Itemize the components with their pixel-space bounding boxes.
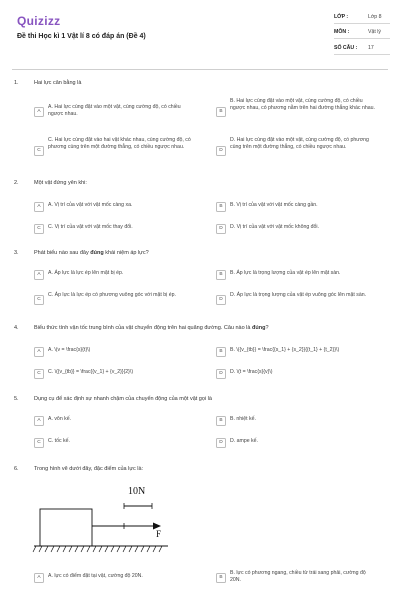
force-diagram-svg bbox=[32, 480, 172, 560]
worksheet-title: Đề thi Học kì 1 Vật lí 8 có đáp án (Đề 4) bbox=[17, 33, 146, 40]
option-text: A. vôn kế. bbox=[48, 416, 72, 422]
option-letter-box: B bbox=[216, 573, 226, 583]
worksheet-header bbox=[0, 0, 400, 70]
option-text: B. Hai lực cùng đặt vào một vật, cùng cường độ, có chiều ngược nhau, có phương nằm trên hai đường thẳng khác nhau. bbox=[230, 98, 375, 112]
meta-subject-key: MÔN : bbox=[334, 29, 350, 35]
quizizz-logo: Quizizz bbox=[17, 14, 61, 28]
option-letter-box: B bbox=[216, 416, 226, 426]
option-text: C. Vị trí của vật với vật mốc thay đổi. bbox=[48, 224, 133, 230]
option-text: B. nhiệt kế. bbox=[230, 416, 256, 422]
question-text bbox=[34, 325, 374, 331]
meta-divider bbox=[334, 23, 390, 24]
option-text: C. Áp lực là lực ép có phương vuông góc với mặt bị ép. bbox=[48, 292, 176, 298]
question-text-part: ? bbox=[265, 325, 269, 331]
question-number: 6. bbox=[14, 466, 19, 472]
option-text: A. Vị trí của vật với vật mốc càng xa. bbox=[48, 202, 133, 208]
option-letter-box: A bbox=[34, 107, 44, 117]
question-number: 2. bbox=[14, 180, 19, 186]
header-divider bbox=[12, 69, 388, 70]
option-text: A. lực có điểm đặt tại vật, cường độ 20N. bbox=[48, 573, 143, 579]
question-text bbox=[34, 250, 374, 256]
option-letter-box: B bbox=[216, 107, 226, 117]
option-letter-box: A bbox=[34, 573, 44, 583]
question-number: 4. bbox=[14, 325, 19, 331]
question-text-part: Biểu thức tính vận tốc trung bình của vật chuyển động trên hai quãng đường. Câu nào là bbox=[34, 325, 252, 331]
option-letter-box: D bbox=[216, 224, 226, 234]
option-text: B. Áp lực là trọng lượng của vật ép lên mặt sàn. bbox=[230, 270, 341, 276]
question-text: Dụng cụ để xác định sự nhanh chậm của chuyển động của một vật gọi là bbox=[34, 396, 212, 402]
question-text-part: khái niệm áp lực? bbox=[103, 250, 149, 256]
option-text: C. tốc kế. bbox=[48, 438, 70, 444]
meta-divider bbox=[334, 38, 390, 39]
question-number: 5. bbox=[14, 396, 19, 402]
option-letter-box: B bbox=[216, 202, 226, 212]
meta-subject-value: Vật lý bbox=[368, 29, 381, 35]
option-letter-box: D bbox=[216, 369, 226, 379]
question-text: Hai lực cân bằng là bbox=[34, 80, 82, 86]
meta-count-value: 17 bbox=[368, 45, 374, 51]
option-text: D. ampe kế. bbox=[230, 438, 258, 444]
option-letter-box: D bbox=[216, 438, 226, 448]
ground-hatching bbox=[33, 546, 162, 552]
option-text: A. Hai lực cùng đặt vào một vật, cùng cường độ, có chiều ngược nhau. bbox=[48, 104, 181, 118]
option-letter-box: B bbox=[216, 270, 226, 280]
meta-class-value: Lớp 8 bbox=[368, 14, 382, 20]
meta-count-key: SỐ CÂU : bbox=[334, 45, 358, 51]
option-letter-box: D bbox=[216, 146, 226, 156]
option-text: D. Áp lực là trọng lượng của vật ép vuông góc lên mặt sàn. bbox=[230, 292, 367, 298]
option-text: C. \({v_{tb}} = \frac{{v_1} + {v_2}}{2}\) bbox=[48, 369, 134, 375]
option-text: A. \(v = \frac{s}{t}\) bbox=[48, 347, 91, 353]
force-magnitude-label: 10N bbox=[128, 486, 146, 497]
question-number: 1. bbox=[14, 80, 19, 86]
option-letter-box: C bbox=[34, 438, 44, 448]
question-text: Trong hình vẽ dưới đây, đặc điểm của lực là: bbox=[34, 466, 144, 472]
option-text: C. Hai lực cùng đặt vào hai vật khác nhau, cùng cường độ, có phương cùng trên một đường thẳng, có chiều ngược nhau. bbox=[48, 137, 191, 151]
meta-class-key: LỚP : bbox=[334, 14, 349, 20]
option-letter-box: A bbox=[34, 202, 44, 212]
option-text: D. \(t = \frac{s}{v}\) bbox=[230, 369, 273, 375]
option-text: D. Hai lực cùng đặt vào một vật, cùng cường độ, có phương cùng trên một đường thẳng, có chiều ngược nhau. bbox=[230, 137, 369, 151]
option-letter-box: C bbox=[34, 369, 44, 379]
question-number: 3. bbox=[14, 250, 19, 256]
option-text: A. Áp lực là lực ép lên mặt bị ép. bbox=[48, 270, 124, 276]
force-vector-label: F bbox=[156, 529, 162, 539]
force-diagram bbox=[32, 480, 172, 560]
option-letter-box: A bbox=[34, 416, 44, 426]
option-letter-box: C bbox=[34, 224, 44, 234]
option-letter-box: C bbox=[34, 295, 44, 305]
option-letter-box: A bbox=[34, 270, 44, 280]
meta-divider bbox=[334, 54, 390, 55]
question-text-emphasis: đúng bbox=[90, 250, 104, 256]
option-letter-box: C bbox=[34, 146, 44, 156]
question-text-emphasis: đúng bbox=[251, 325, 266, 331]
option-text: B. \({v_{tb}} = \frac{{s_1} + {s_2}}{{t_1} + {t_2}}\) bbox=[230, 347, 340, 353]
option-text: B. Vị trí của vật với vật mốc càng gần. bbox=[230, 202, 318, 208]
option-text: B. lực có phương ngang, chiều từ trái sang phải, cường độ 20N. bbox=[230, 570, 366, 584]
option-letter-box: A bbox=[34, 347, 44, 357]
option-letter-box: B bbox=[216, 347, 226, 357]
question-text-part: Phát biểu nào sau đây bbox=[34, 250, 91, 256]
option-text: D. Vị trí của vật với vật mốc không đổi. bbox=[230, 224, 320, 230]
question-text: Một vật đứng yên khi: bbox=[34, 180, 87, 186]
block-shape bbox=[40, 509, 92, 546]
option-letter-box: D bbox=[216, 295, 226, 305]
